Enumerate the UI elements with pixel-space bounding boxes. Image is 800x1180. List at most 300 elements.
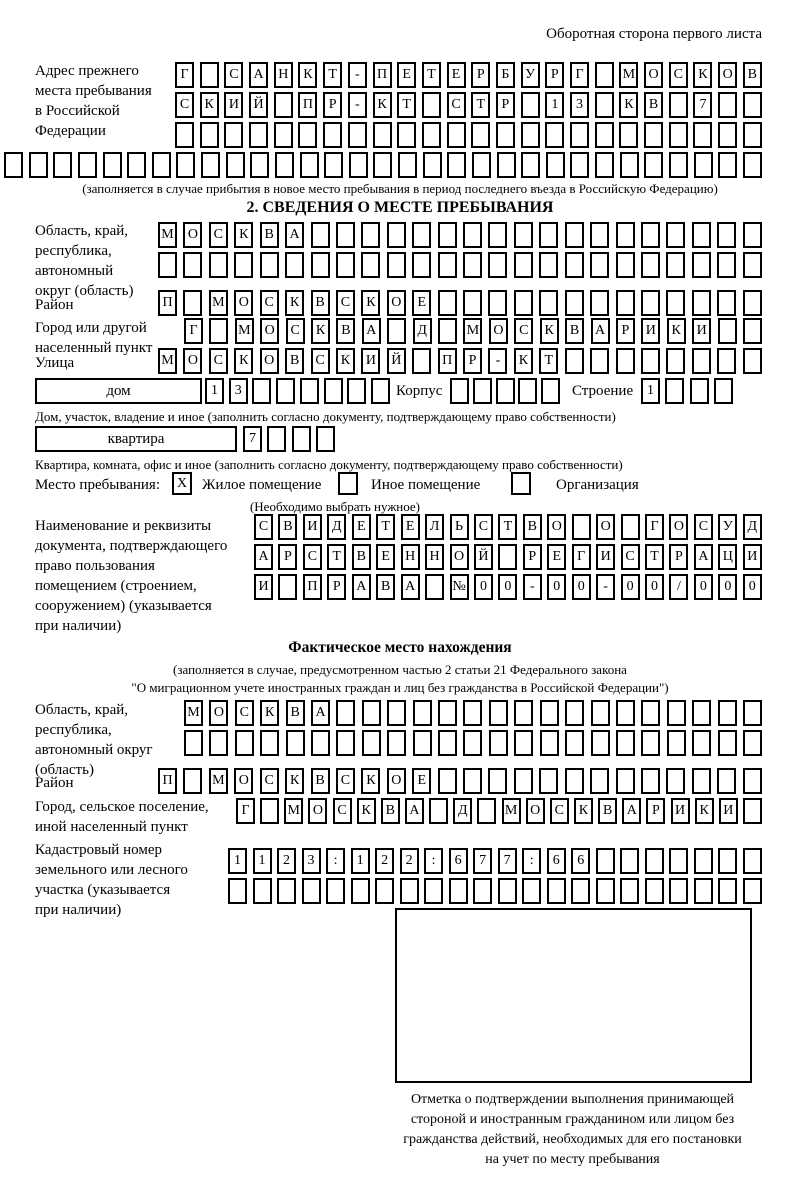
char-box xyxy=(718,152,737,178)
actual-location-title: Фактическое место нахождения xyxy=(288,639,512,656)
char-box xyxy=(717,348,736,374)
char-box xyxy=(690,378,709,404)
char-box: Й xyxy=(387,348,406,374)
char-box xyxy=(718,878,737,904)
header-note: Оборотная сторона первого листа xyxy=(546,26,762,42)
char-box xyxy=(694,878,713,904)
char-box: В xyxy=(376,574,395,600)
char-box xyxy=(667,700,686,726)
char-box xyxy=(619,122,638,148)
char-box xyxy=(425,574,444,600)
char-box: 2 xyxy=(375,848,394,874)
char-box: А xyxy=(311,700,330,726)
char-box: : xyxy=(424,848,443,874)
region-row-1 xyxy=(158,222,762,248)
prev-address-note: (заполняется в случае прибытия в новое место пребывания в период последнего въезда в Российскую Федерацию) xyxy=(82,181,718,196)
char-box: У xyxy=(718,514,737,540)
char-box: М xyxy=(284,798,303,824)
char-box: 7 xyxy=(243,426,262,452)
char-box xyxy=(300,152,319,178)
char-box xyxy=(362,730,381,756)
char-box: А xyxy=(362,318,381,344)
char-box xyxy=(438,768,457,794)
char-box xyxy=(253,878,272,904)
char-box xyxy=(473,878,492,904)
char-box: - xyxy=(348,62,367,88)
char-box xyxy=(362,700,381,726)
char-box: В xyxy=(311,290,330,316)
char-box xyxy=(449,878,468,904)
char-box xyxy=(412,252,431,278)
char-box: № xyxy=(450,574,469,600)
char-box xyxy=(387,730,406,756)
char-box xyxy=(275,152,294,178)
char-box xyxy=(590,222,609,248)
char-box xyxy=(666,348,685,374)
char-box xyxy=(717,252,736,278)
char-box xyxy=(158,252,177,278)
char-box xyxy=(324,378,343,404)
text-line: автономный xyxy=(35,263,114,279)
char-box xyxy=(4,152,23,178)
char-box: Е xyxy=(412,768,431,794)
char-box xyxy=(692,348,711,374)
char-box: 0 xyxy=(498,574,517,600)
char-box xyxy=(692,768,711,794)
document-label xyxy=(35,516,227,636)
char-box xyxy=(422,92,441,118)
char-box xyxy=(666,222,685,248)
text-line: Отметка о подтверждении выполнения принимающей xyxy=(410,1092,735,1107)
char-box xyxy=(200,62,219,88)
char-box xyxy=(463,700,482,726)
text-line: округ (область) xyxy=(35,283,134,299)
char-box xyxy=(235,730,254,756)
char-box xyxy=(387,222,406,248)
char-box: О xyxy=(260,348,279,374)
text-line: на учет по месту пребывания xyxy=(485,1152,660,1167)
char-box xyxy=(595,92,614,118)
char-box: М xyxy=(235,318,254,344)
char-box xyxy=(644,122,663,148)
char-box xyxy=(641,290,660,316)
char-box: Р xyxy=(323,92,342,118)
char-box: С xyxy=(254,514,273,540)
char-box: Д xyxy=(453,798,472,824)
stay-type-checkbox-organization[interactable] xyxy=(511,472,531,495)
char-box: О xyxy=(669,514,688,540)
char-box: Д xyxy=(413,318,432,344)
char-box: Д xyxy=(327,514,346,540)
char-box: 6 xyxy=(449,848,468,874)
char-box xyxy=(547,878,566,904)
char-box xyxy=(565,768,584,794)
char-box: 0 xyxy=(645,574,664,600)
char-box: Р xyxy=(463,348,482,374)
char-box xyxy=(326,878,345,904)
char-box: О xyxy=(450,544,469,570)
char-box: - xyxy=(348,92,367,118)
char-box xyxy=(447,122,466,148)
char-box xyxy=(311,222,330,248)
char-box xyxy=(323,122,342,148)
char-box xyxy=(496,122,515,148)
char-box xyxy=(692,700,711,726)
char-box: П xyxy=(303,574,322,600)
char-box xyxy=(620,878,639,904)
char-box xyxy=(545,122,564,148)
char-box: Т xyxy=(397,92,416,118)
stamp-box xyxy=(395,908,752,1083)
char-box xyxy=(473,378,492,404)
stay-type-checkbox-other[interactable] xyxy=(338,472,358,495)
char-box: О xyxy=(183,222,202,248)
char-box xyxy=(183,252,202,278)
char-box xyxy=(387,318,406,344)
char-box xyxy=(717,290,736,316)
char-box xyxy=(316,426,335,452)
char-box: И xyxy=(719,798,738,824)
char-box: К xyxy=(234,348,253,374)
document-row-2 xyxy=(254,544,762,570)
prev-address-row-2 xyxy=(175,92,762,118)
char-box: Ь xyxy=(450,514,469,540)
char-box xyxy=(743,222,762,248)
char-box xyxy=(514,290,533,316)
stay-type-option-residential: Жилое помещение xyxy=(202,477,322,493)
char-box: Е xyxy=(447,62,466,88)
char-box: Е xyxy=(397,62,416,88)
actual-district-row xyxy=(158,768,762,794)
char-box: С xyxy=(260,290,279,316)
char-box xyxy=(514,252,533,278)
char-box xyxy=(743,290,762,316)
char-box: И xyxy=(692,318,711,344)
char-box xyxy=(616,252,635,278)
char-box xyxy=(565,290,584,316)
char-box: П xyxy=(373,62,392,88)
stay-type-note: (Необходимо выбрать нужное) xyxy=(249,499,421,514)
char-box: 7 xyxy=(473,848,492,874)
char-box: К xyxy=(285,768,304,794)
char-box xyxy=(176,152,195,178)
char-box: А xyxy=(591,318,610,344)
text-line: республика, xyxy=(35,722,112,738)
char-box xyxy=(591,700,610,726)
actual-region-row-2 xyxy=(184,730,762,756)
char-box xyxy=(667,730,686,756)
char-box xyxy=(200,122,219,148)
char-box: Г xyxy=(570,62,589,88)
char-box: К xyxy=(260,700,279,726)
char-box xyxy=(692,252,711,278)
char-box xyxy=(521,152,540,178)
char-box: И xyxy=(671,798,690,824)
actual-region-label xyxy=(35,700,153,780)
char-box xyxy=(463,222,482,248)
prev-address-row-3 xyxy=(175,122,762,148)
char-box xyxy=(496,378,515,404)
char-box: С xyxy=(550,798,569,824)
text-line: Наименование и реквизиты xyxy=(35,518,212,534)
char-box xyxy=(424,878,443,904)
char-box: Г xyxy=(184,318,203,344)
char-box xyxy=(336,730,355,756)
char-box: / xyxy=(669,574,688,600)
char-box: И xyxy=(303,514,322,540)
char-box xyxy=(546,152,565,178)
char-box xyxy=(541,378,560,404)
char-box xyxy=(590,348,609,374)
char-box: И xyxy=(641,318,660,344)
char-box xyxy=(669,152,688,178)
char-box xyxy=(644,152,663,178)
text-line: Область, край, xyxy=(35,702,129,718)
char-box xyxy=(743,730,762,756)
char-box: 1 xyxy=(205,378,224,404)
char-box: : xyxy=(522,848,541,874)
char-box xyxy=(743,348,762,374)
char-box: К xyxy=(361,290,380,316)
text-line: право пользования xyxy=(35,558,155,574)
char-box xyxy=(694,848,713,874)
char-box: О xyxy=(387,290,406,316)
korpus-label: Корпус xyxy=(396,383,443,399)
text-line: автономный округ xyxy=(35,742,153,758)
apartment-note: Квартира, комната, офис и иное (заполнить согласно документу, подтверждающему право собственности) xyxy=(35,457,623,472)
char-box xyxy=(29,152,48,178)
char-box: Е xyxy=(412,290,431,316)
char-box xyxy=(620,152,639,178)
char-box xyxy=(616,730,635,756)
char-box xyxy=(669,878,688,904)
char-box xyxy=(438,222,457,248)
char-box xyxy=(488,222,507,248)
char-box: И xyxy=(224,92,243,118)
char-box: В xyxy=(598,798,617,824)
char-box xyxy=(371,378,390,404)
city-label xyxy=(35,318,152,358)
actual-city-row xyxy=(236,798,762,824)
char-box xyxy=(540,730,559,756)
char-box xyxy=(514,700,533,726)
char-box: Т xyxy=(422,62,441,88)
char-box xyxy=(286,730,305,756)
char-box: С xyxy=(224,62,243,88)
char-box: А xyxy=(285,222,304,248)
char-box: Г xyxy=(236,798,255,824)
char-box xyxy=(472,152,491,178)
char-box xyxy=(267,426,286,452)
char-box xyxy=(539,252,558,278)
char-box xyxy=(209,252,228,278)
cadastral-row-1 xyxy=(228,848,762,874)
char-box xyxy=(521,122,540,148)
char-box xyxy=(285,252,304,278)
char-box: О xyxy=(209,700,228,726)
street-label: Улица xyxy=(35,355,75,371)
char-box xyxy=(292,426,311,452)
document-row-1 xyxy=(254,514,762,540)
char-box xyxy=(718,318,737,344)
text-line: населенный пункт xyxy=(35,340,153,356)
char-box: К xyxy=(357,798,376,824)
char-box xyxy=(595,122,614,148)
char-box xyxy=(336,222,355,248)
char-box xyxy=(666,252,685,278)
char-box: А xyxy=(405,798,424,824)
char-box xyxy=(373,152,392,178)
char-box xyxy=(260,730,279,756)
char-box xyxy=(669,848,688,874)
char-box xyxy=(514,768,533,794)
char-box xyxy=(387,700,406,726)
char-box: О xyxy=(718,62,737,88)
char-box xyxy=(694,152,713,178)
char-box: Е xyxy=(547,544,566,570)
char-box xyxy=(209,730,228,756)
char-box: 3 xyxy=(570,92,589,118)
char-box: В xyxy=(381,798,400,824)
char-box xyxy=(412,348,431,374)
char-box: О xyxy=(526,798,545,824)
prev-address-row-1 xyxy=(175,62,762,88)
stay-type-checkbox-residential[interactable]: X xyxy=(172,472,192,495)
text-line: стороной и иностранным гражданином или лицом без xyxy=(410,1112,735,1127)
char-box xyxy=(539,222,558,248)
char-box xyxy=(565,700,584,726)
char-box xyxy=(226,152,245,178)
char-box xyxy=(103,152,122,178)
char-box xyxy=(743,152,762,178)
char-box xyxy=(571,878,590,904)
actual-location-note-1: (заполняется в случае, предусмотренном частью 2 статьи 21 Федерального закона xyxy=(173,662,627,677)
char-box: О xyxy=(547,514,566,540)
char-box: И xyxy=(254,574,273,600)
char-box xyxy=(641,252,660,278)
char-box: М xyxy=(463,318,482,344)
char-box xyxy=(621,514,640,540)
char-box: К xyxy=(574,798,593,824)
char-box xyxy=(645,848,664,874)
char-box xyxy=(570,122,589,148)
char-box: 6 xyxy=(547,848,566,874)
cadastral-row-2 xyxy=(228,878,762,904)
district-label: Район xyxy=(35,297,74,313)
char-box xyxy=(375,878,394,904)
char-box xyxy=(300,378,319,404)
char-box xyxy=(413,730,432,756)
char-box: - xyxy=(523,574,542,600)
char-box: В xyxy=(743,62,762,88)
char-box: С xyxy=(175,92,194,118)
char-box: С xyxy=(333,798,352,824)
char-box xyxy=(387,252,406,278)
char-box: Л xyxy=(425,514,444,540)
char-box xyxy=(743,878,762,904)
char-box xyxy=(53,152,72,178)
document-row-3 xyxy=(254,574,762,600)
text-line: Город, сельское поселение, xyxy=(35,799,209,815)
char-box xyxy=(201,152,220,178)
char-box: Й xyxy=(249,92,268,118)
text-line: участка (указывается xyxy=(35,882,171,898)
char-box xyxy=(645,878,664,904)
text-line: Кадастровый номер xyxy=(35,842,162,858)
char-box xyxy=(438,730,457,756)
char-box: Н xyxy=(274,62,293,88)
prev-address-row-4 xyxy=(4,152,762,178)
char-box: С xyxy=(260,768,279,794)
char-box xyxy=(361,252,380,278)
region-label xyxy=(35,221,133,301)
char-box: : xyxy=(326,848,345,874)
char-box xyxy=(665,378,684,404)
char-box: А xyxy=(401,574,420,600)
char-box xyxy=(743,92,762,118)
char-box xyxy=(477,798,496,824)
char-box xyxy=(616,222,635,248)
char-box: 0 xyxy=(547,574,566,600)
char-box xyxy=(252,378,271,404)
char-box xyxy=(714,378,733,404)
char-box: С xyxy=(447,92,466,118)
char-box xyxy=(438,318,457,344)
char-box: О xyxy=(234,768,253,794)
char-box: 2 xyxy=(400,848,419,874)
char-box: Н xyxy=(401,544,420,570)
char-box xyxy=(175,122,194,148)
char-box xyxy=(518,378,537,404)
char-box xyxy=(717,768,736,794)
char-box xyxy=(590,290,609,316)
char-box: Е xyxy=(376,544,395,570)
char-box xyxy=(641,700,660,726)
char-box: М xyxy=(502,798,521,824)
char-box xyxy=(743,318,762,344)
char-box xyxy=(489,730,508,756)
char-box: 1 xyxy=(351,848,370,874)
char-box: С xyxy=(303,544,322,570)
char-box: О xyxy=(644,62,663,88)
char-box: П xyxy=(438,348,457,374)
char-box xyxy=(488,768,507,794)
char-box: М xyxy=(209,768,228,794)
char-box: 0 xyxy=(694,574,713,600)
char-box: М xyxy=(158,222,177,248)
char-box: И xyxy=(361,348,380,374)
char-box: О xyxy=(489,318,508,344)
char-box: О xyxy=(183,348,202,374)
char-box xyxy=(666,768,685,794)
char-box: К xyxy=(311,318,330,344)
district-row xyxy=(158,290,762,316)
char-box xyxy=(250,152,269,178)
char-box xyxy=(278,574,297,600)
char-box: М xyxy=(184,700,203,726)
char-box xyxy=(669,122,688,148)
char-box: С xyxy=(209,222,228,248)
city-row xyxy=(184,318,762,344)
char-box: - xyxy=(488,348,507,374)
char-box: Т xyxy=(376,514,395,540)
char-box: К xyxy=(667,318,686,344)
stay-type-option-organization: Организация xyxy=(556,477,639,493)
char-box xyxy=(422,122,441,148)
char-box xyxy=(540,700,559,726)
char-box xyxy=(616,700,635,726)
section2-title: 2. СВЕДЕНИЯ О МЕСТЕ ПРЕБЫВАНИЯ xyxy=(246,199,554,216)
